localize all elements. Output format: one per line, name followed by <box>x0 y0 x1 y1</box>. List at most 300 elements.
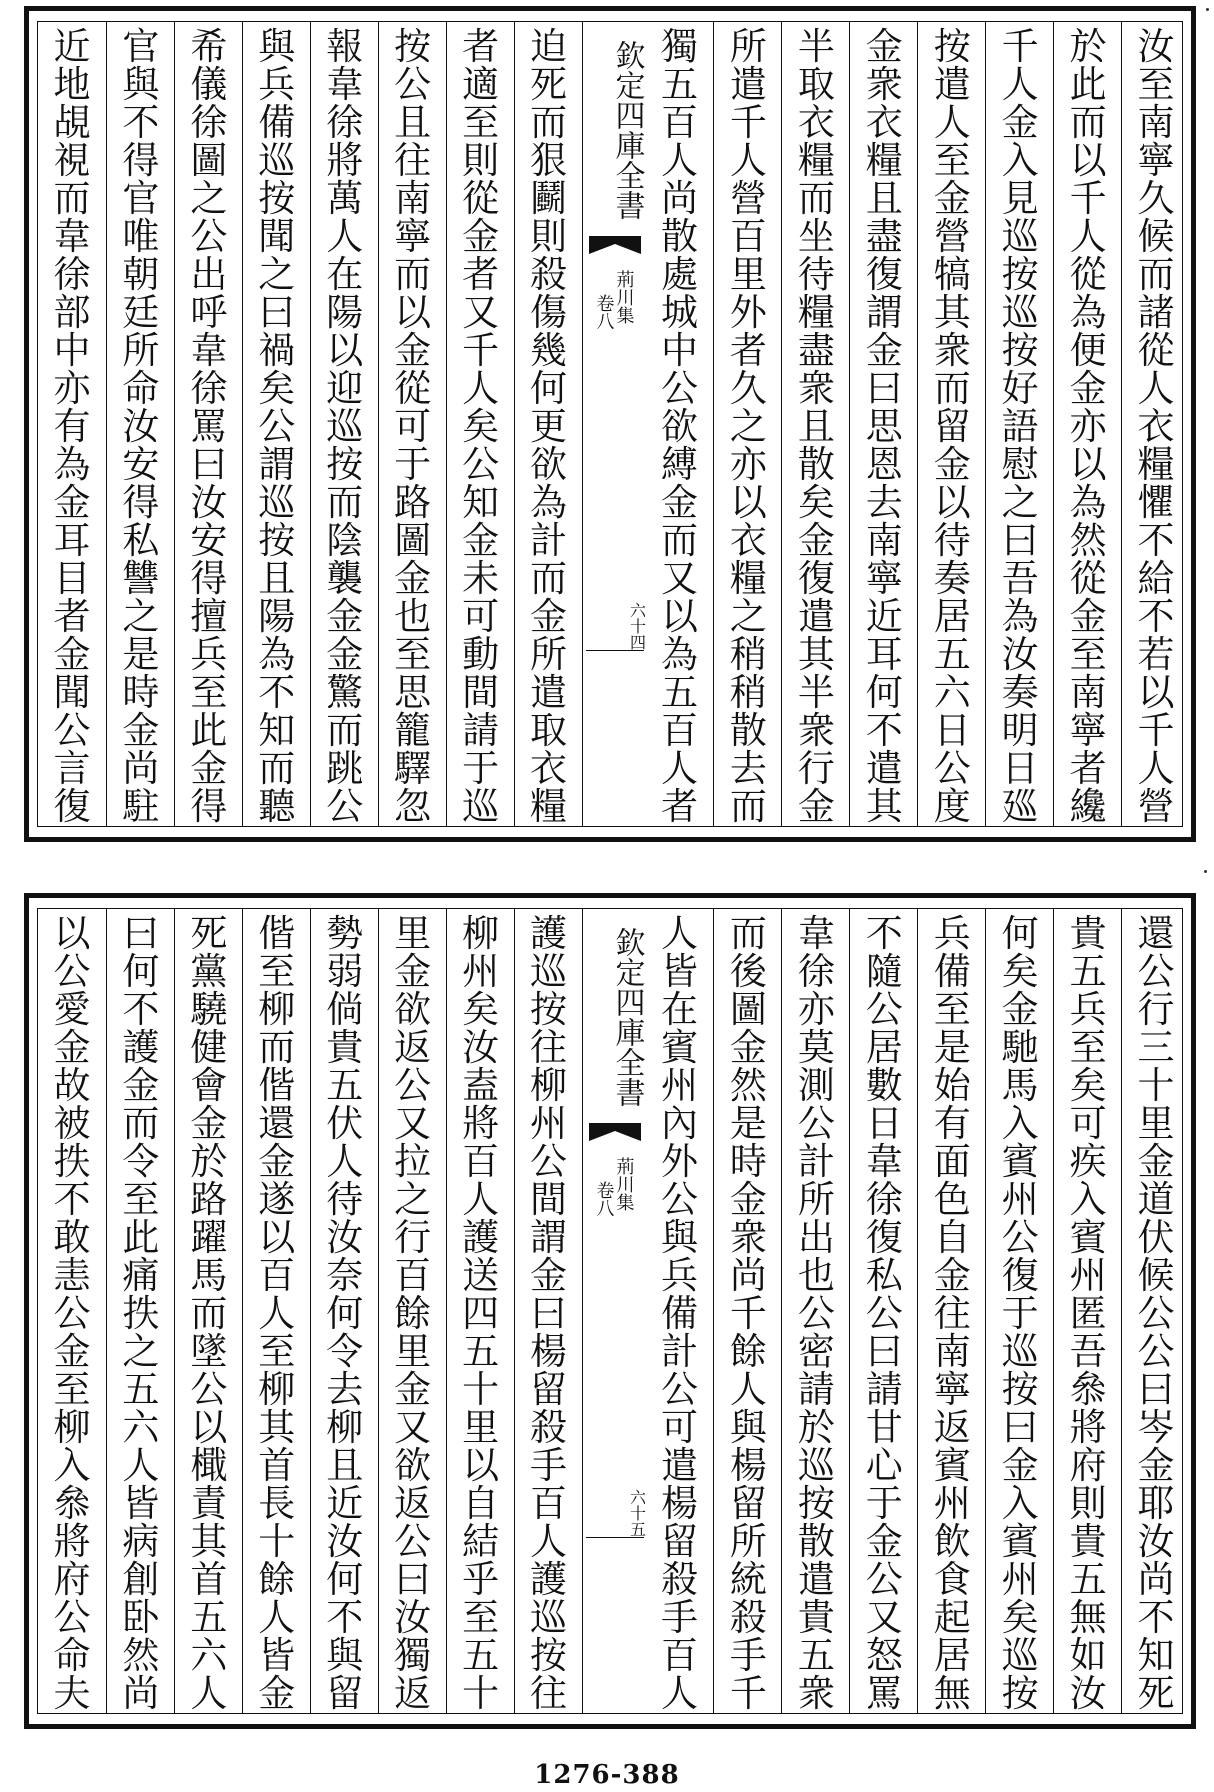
glyph: 至 <box>394 633 432 676</box>
glyph: 公 <box>1001 1216 1039 1259</box>
glyph: 奏 <box>1001 671 1039 714</box>
glyph: 五 <box>122 1368 160 1411</box>
glyph: 衆 <box>933 329 971 372</box>
glyph: 巡 <box>530 950 568 993</box>
glyph: 密 <box>797 1330 835 1373</box>
glyph: 盍 <box>462 1064 500 1107</box>
text-column <box>242 22 311 826</box>
glyph: 狠 <box>530 139 568 182</box>
glyph: 公 <box>258 405 296 448</box>
text-column <box>174 909 243 1713</box>
glyph: 汝 <box>326 1216 364 1259</box>
glyph: 汝 <box>462 1026 500 1069</box>
text-column <box>917 22 986 826</box>
glyph: 出 <box>190 253 228 296</box>
column-text <box>107 912 175 1713</box>
glyph: 糧 <box>797 291 835 334</box>
scan-speck <box>1204 870 1207 873</box>
glyph: 偕 <box>258 912 296 955</box>
glyph: 千 <box>1001 25 1039 68</box>
glyph: 奏 <box>933 557 971 600</box>
glyph: 留 <box>933 405 971 448</box>
glyph: 公 <box>660 1368 698 1411</box>
glyph: 驚 <box>326 671 364 714</box>
glyph: 唯 <box>122 215 160 258</box>
column-text <box>782 912 850 1713</box>
glyph: 至 <box>933 139 971 182</box>
glyph: 不 <box>1137 595 1175 638</box>
glyph: 餘 <box>729 1330 767 1373</box>
glyph: 亦 <box>729 443 767 486</box>
glyph: 公 <box>190 1368 228 1411</box>
glyph: 內 <box>660 1102 698 1145</box>
glyph: 而 <box>258 747 296 790</box>
glyph: 駐 <box>122 785 160 826</box>
glyph: 知 <box>1137 1634 1175 1677</box>
glyph: 返 <box>394 1672 432 1713</box>
glyph: 者 <box>1069 747 1107 790</box>
glyph: 而 <box>122 1102 160 1145</box>
glyph: 而 <box>1069 101 1107 144</box>
glyph: 南 <box>1069 671 1107 714</box>
glyph: 曰 <box>865 367 903 410</box>
glyph: 糧 <box>797 139 835 182</box>
glyph: 以 <box>190 1406 228 1449</box>
glyph: 人 <box>1069 215 1107 258</box>
glyph: 人 <box>660 1672 698 1713</box>
glyph: 與 <box>122 63 160 106</box>
glyph: 以 <box>53 912 91 955</box>
glyph: 欲 <box>660 405 698 448</box>
glyph: 請 <box>462 709 500 752</box>
glyph: 於 <box>190 1140 228 1183</box>
glyph: 得 <box>122 481 160 524</box>
folio-number: 六十五 <box>627 1489 647 1537</box>
glyph: 近 <box>326 1482 364 1525</box>
glyph: 百 <box>462 1140 500 1183</box>
glyph: 不 <box>326 1596 364 1639</box>
glyph: 公 <box>933 747 971 790</box>
column-text <box>243 912 311 1713</box>
glyph: 尚 <box>1137 1558 1175 1601</box>
glyph: 尚 <box>729 1254 767 1297</box>
glyph: 汝 <box>1069 1672 1107 1713</box>
glyph: 令 <box>122 1140 160 1183</box>
glyph: 道 <box>1137 1178 1175 1221</box>
glyph: 營 <box>1137 785 1175 826</box>
text-column <box>242 909 311 1713</box>
glyph: 統 <box>729 1558 767 1601</box>
glyph: 請 <box>797 1368 835 1411</box>
glyph: 賓 <box>933 1444 971 1487</box>
column-text <box>1122 25 1190 826</box>
glyph: 手 <box>660 1596 698 1639</box>
glyph: 乎 <box>462 1558 500 1601</box>
glyph: 而 <box>729 785 767 826</box>
glyph: 公 <box>865 1292 903 1335</box>
glyph: 倘 <box>326 988 364 1031</box>
glyph: 也 <box>797 1254 835 1297</box>
glyph: 令 <box>326 1330 364 1373</box>
glyph: 汝 <box>394 1596 432 1639</box>
text-column <box>38 909 106 1713</box>
glyph: 百 <box>660 709 698 752</box>
glyph: 巡 <box>1001 215 1039 258</box>
glyph: 為 <box>1001 595 1039 638</box>
glyph: 更 <box>530 405 568 448</box>
glyph: 於 <box>797 1406 835 1449</box>
glyph: 所 <box>122 329 160 372</box>
glyph: 以 <box>1069 443 1107 486</box>
glyph: 矣 <box>1001 950 1039 993</box>
glyph: 伏 <box>326 1102 364 1145</box>
text-column <box>985 22 1054 826</box>
glyph: 而 <box>797 177 835 220</box>
glyph: 金 <box>933 443 971 486</box>
glyph: 千 <box>462 329 500 372</box>
glyph: 曰 <box>865 1330 903 1373</box>
glyph: 希 <box>190 25 228 68</box>
glyph: 結 <box>462 1520 500 1563</box>
glyph: 起 <box>933 1596 971 1639</box>
glyph: 去 <box>326 1368 364 1411</box>
glyph: 曰 <box>190 443 228 486</box>
fishtail-mark-icon <box>589 1123 641 1141</box>
glyph: 之 <box>394 1178 432 1221</box>
glyph: 府 <box>1069 1444 1107 1487</box>
glyph: 皆 <box>122 1482 160 1525</box>
glyph: 至 <box>1137 63 1175 106</box>
glyph: 南 <box>933 1330 971 1373</box>
glyph: 遂 <box>258 1178 296 1221</box>
text-column <box>849 22 918 826</box>
text-column <box>781 909 850 1713</box>
glyph: 金 <box>462 215 500 258</box>
glyph: 護 <box>530 1558 568 1601</box>
glyph: 金 <box>1001 101 1039 144</box>
glyph: 且 <box>258 557 296 600</box>
glyph: 五 <box>190 1596 228 1639</box>
glyph: 命 <box>122 367 160 410</box>
glyph: 半 <box>797 25 835 68</box>
glyph: 人 <box>122 1444 160 1487</box>
glyph: 至 <box>462 1596 500 1639</box>
glyph: 耳 <box>53 519 91 562</box>
glyph: 汝 <box>1137 1520 1175 1563</box>
glyph: 得 <box>122 139 160 182</box>
text-column <box>646 909 714 1713</box>
column-text <box>243 25 311 826</box>
glyph: 近 <box>865 595 903 638</box>
glyph: 之 <box>190 177 228 220</box>
glyph: 四 <box>462 1292 500 1335</box>
glyph: 自 <box>933 1216 971 1259</box>
glyph: 將 <box>53 1520 91 1563</box>
glyph: 在 <box>660 988 698 1031</box>
glyph: 百 <box>530 1482 568 1525</box>
glyph: 五 <box>1069 950 1107 993</box>
glyph: 遣 <box>729 63 767 106</box>
glyph: 與 <box>258 25 296 68</box>
glyph: 安 <box>122 443 160 486</box>
column-text <box>782 25 850 826</box>
glyph: 里 <box>394 1330 432 1373</box>
column-text <box>646 912 714 1713</box>
glyph: 散 <box>797 1520 835 1563</box>
glyph: 按 <box>933 25 971 68</box>
glyph: 其 <box>258 1406 296 1449</box>
glyph: 以 <box>660 595 698 638</box>
glyph: 金 <box>1001 1444 1039 1487</box>
glyph: 巡 <box>326 405 364 448</box>
glyph: 將 <box>326 139 364 182</box>
glyph: 色 <box>933 1178 971 1221</box>
glyph: 于 <box>1001 1292 1039 1335</box>
glyph: 備 <box>258 101 296 144</box>
glyph: 諸 <box>1137 291 1175 334</box>
glyph: 卧 <box>122 1596 160 1639</box>
center-gutter <box>582 909 647 1713</box>
glyph: 柳 <box>530 1064 568 1107</box>
glyph: 人 <box>933 101 971 144</box>
glyph: 取 <box>530 709 568 752</box>
glyph: 三 <box>1137 1026 1175 1069</box>
glyph: 而 <box>190 1292 228 1335</box>
glyph: 按 <box>394 25 432 68</box>
glyph: 為 <box>53 443 91 486</box>
glyph: 然 <box>122 1634 160 1677</box>
glyph: 跳 <box>326 747 364 790</box>
glyph: 甘 <box>865 1406 903 1449</box>
edition-header: 欽定四庫全書 <box>609 40 645 220</box>
glyph: 公 <box>1137 950 1175 993</box>
glyph: 按 <box>326 443 364 486</box>
glyph: 傷 <box>530 291 568 334</box>
glyph: 金 <box>53 633 91 676</box>
glyph: 思 <box>865 405 903 448</box>
glyph: 公 <box>326 785 364 826</box>
text-column <box>713 22 782 826</box>
glyph: 襲 <box>326 557 364 600</box>
glyph: 路 <box>190 1178 228 1221</box>
text-column <box>514 22 583 826</box>
glyph: 至 <box>258 1330 296 1373</box>
glyph: 往 <box>933 1292 971 1335</box>
glyph: 公 <box>53 709 91 752</box>
glyph: 謂 <box>530 1216 568 1259</box>
bottom-page-frame <box>37 908 1183 1714</box>
glyph: 遣 <box>933 63 971 106</box>
glyph: 得 <box>190 785 228 826</box>
glyph: 六 <box>122 1406 160 1449</box>
text-column <box>713 909 782 1713</box>
glyph: 不 <box>258 671 296 714</box>
glyph: 六 <box>190 1634 228 1677</box>
glyph: 金 <box>394 557 432 600</box>
glyph: 徐 <box>326 101 364 144</box>
glyph: 候 <box>1137 1254 1175 1297</box>
column-text <box>38 25 106 826</box>
glyph: 衆 <box>797 1672 835 1713</box>
glyph: 為 <box>1069 291 1107 334</box>
glyph: 五 <box>462 1330 500 1373</box>
glyph: 與 <box>729 1406 767 1449</box>
glyph: 動 <box>462 633 500 676</box>
glyph: 賓 <box>1001 1140 1039 1183</box>
glyph: 巡 <box>1001 1330 1039 1373</box>
glyph: 死 <box>530 63 568 106</box>
glyph: 而 <box>729 912 767 955</box>
glyph: 糧 <box>729 557 767 600</box>
glyph: 公 <box>530 1140 568 1183</box>
glyph: 叅 <box>1069 1368 1107 1411</box>
glyph: 不 <box>1137 519 1175 562</box>
glyph: 無 <box>1069 1596 1107 1639</box>
column-text <box>447 912 515 1713</box>
glyph: 護 <box>530 912 568 955</box>
glyph: 欲 <box>530 443 568 486</box>
glyph: 若 <box>1137 633 1175 676</box>
glyph: 而 <box>660 519 698 562</box>
glyph: 檝 <box>190 1444 228 1487</box>
glyph: 留 <box>530 1368 568 1411</box>
glyph: 長 <box>258 1482 296 1525</box>
glyph: 金 <box>53 481 91 524</box>
glyph: 叅 <box>53 1482 91 1525</box>
glyph: 得 <box>190 557 228 600</box>
glyph: 手 <box>530 1444 568 1487</box>
glyph: 欲 <box>394 988 432 1031</box>
glyph: 韋 <box>865 1140 903 1183</box>
glyph: 入 <box>1001 1482 1039 1525</box>
glyph: 為 <box>660 633 698 676</box>
glyph: 殺 <box>530 253 568 296</box>
glyph: 寧 <box>865 557 903 600</box>
glyph: 糧 <box>530 785 568 826</box>
glyph: 食 <box>933 1558 971 1601</box>
glyph: 者 <box>462 253 500 296</box>
glyph: 好 <box>1001 367 1039 410</box>
glyph: 留 <box>660 1520 698 1563</box>
glyph: 可 <box>462 595 500 638</box>
glyph: 糧 <box>865 139 903 182</box>
volume-label: 卷八 <box>593 294 615 330</box>
glyph: 鬬 <box>530 177 568 220</box>
glyph: 未 <box>462 557 500 600</box>
glyph: 罵 <box>865 1672 903 1713</box>
glyph: 手 <box>729 1634 767 1677</box>
glyph: 吾 <box>1001 557 1039 600</box>
glyph: 金 <box>190 747 228 790</box>
glyph: 有 <box>933 1102 971 1145</box>
glyph: 人 <box>462 367 500 410</box>
glyph: 岑 <box>1137 1406 1175 1449</box>
glyph: 楊 <box>729 1444 767 1487</box>
glyph: 人 <box>660 747 698 790</box>
glyph: 曰 <box>1137 1368 1175 1411</box>
glyph: 思 <box>394 671 432 714</box>
glyph: 健 <box>190 1026 228 1069</box>
text-column <box>646 22 714 826</box>
glyph: 護 <box>462 1216 500 1259</box>
glyph: 留 <box>326 1672 364 1713</box>
volume-label: 卷八 <box>593 1181 615 1217</box>
glyph: 呼 <box>190 291 228 334</box>
fishtail-mark-icon <box>589 236 641 254</box>
glyph: 無 <box>933 1672 971 1713</box>
glyph: 朝 <box>122 253 160 296</box>
glyph: 言 <box>53 747 91 790</box>
glyph: 夫 <box>53 1672 91 1713</box>
glyph: 是 <box>729 1102 767 1145</box>
glyph: 從 <box>394 367 432 410</box>
glyph: 欲 <box>394 1444 432 1487</box>
glyph: 出 <box>797 1216 835 1259</box>
glyph: 復 <box>865 253 903 296</box>
glyph: 公 <box>660 367 698 410</box>
glyph: 何 <box>865 671 903 714</box>
glyph: 不 <box>53 1178 91 1221</box>
glyph: 五 <box>933 633 971 676</box>
glyph: 矣 <box>462 405 500 448</box>
glyph: 千 <box>1137 709 1175 752</box>
glyph: 躍 <box>190 1216 228 1259</box>
top-page-frame <box>37 21 1183 827</box>
glyph: 覘 <box>53 101 91 144</box>
glyph: 曰 <box>1001 519 1039 562</box>
glyph: 所 <box>729 25 767 68</box>
glyph: 獨 <box>394 1634 432 1677</box>
glyph: 矣 <box>258 367 296 410</box>
glyph: 縛 <box>660 443 698 486</box>
glyph: 衣 <box>865 101 903 144</box>
glyph: 與 <box>660 1216 698 1259</box>
glyph: 讐 <box>122 557 160 600</box>
glyph: 州 <box>660 1064 698 1107</box>
glyph: 禍 <box>258 329 296 372</box>
glyph: 候 <box>1137 215 1175 258</box>
glyph: 者 <box>660 785 698 826</box>
glyph: 尚 <box>122 1672 160 1713</box>
glyph: 犒 <box>933 253 971 296</box>
glyph: 去 <box>865 481 903 524</box>
glyph: 復 <box>53 785 91 826</box>
glyph: 偕 <box>258 1064 296 1107</box>
glyph: 怒 <box>865 1634 903 1677</box>
book-title: 荊川集 <box>613 1157 635 1211</box>
glyph: 按 <box>797 1482 835 1525</box>
text-column <box>781 22 850 826</box>
text-column <box>985 909 1054 1713</box>
glyph: 私 <box>865 1254 903 1297</box>
glyph: 以 <box>258 1216 296 1259</box>
glyph: 汝 <box>1001 633 1039 676</box>
glyph: 痛 <box>122 1254 160 1297</box>
glyph: 聽 <box>258 785 296 826</box>
glyph: 纔 <box>1069 785 1107 826</box>
glyph: 公 <box>190 215 228 258</box>
glyph: 城 <box>660 291 698 334</box>
column-text <box>850 25 918 826</box>
glyph: 里 <box>729 253 767 296</box>
glyph: 可 <box>660 1406 698 1449</box>
glyph: 恚 <box>53 1254 91 1297</box>
glyph: 可 <box>394 405 432 448</box>
glyph: 人 <box>660 912 698 955</box>
glyph: 遣 <box>797 595 835 638</box>
glyph: 所 <box>530 633 568 676</box>
glyph: 衣 <box>1137 405 1175 448</box>
